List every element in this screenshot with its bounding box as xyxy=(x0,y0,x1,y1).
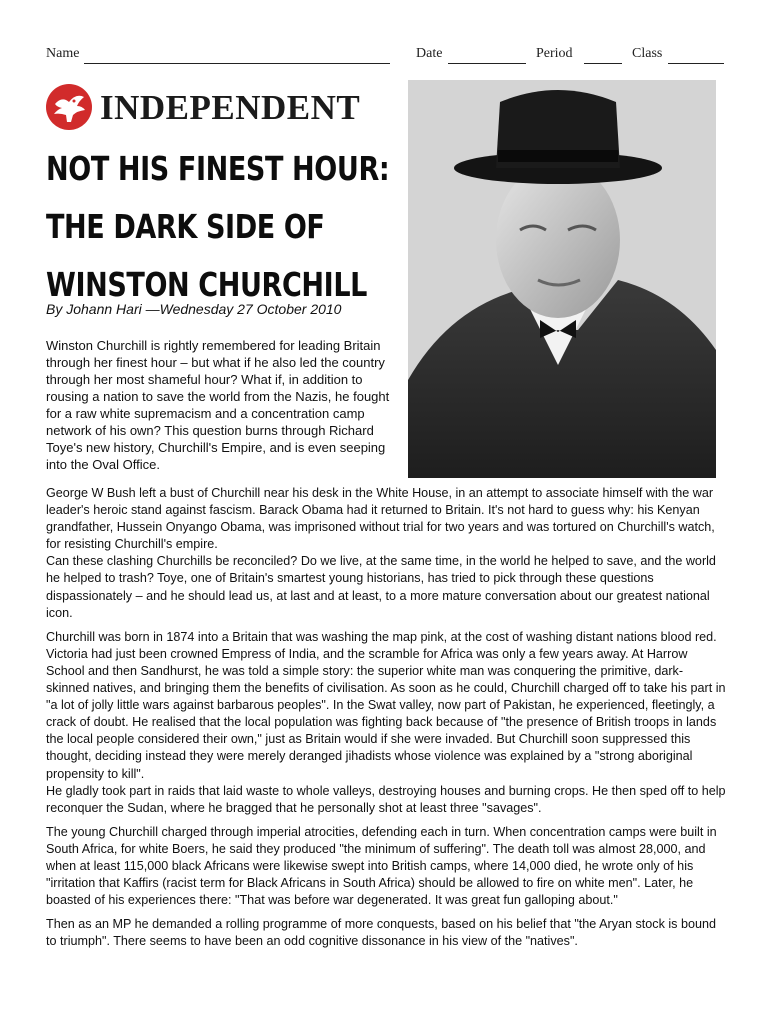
byline: By Johann Hari —Wednesday 27 October 2010 xyxy=(46,301,342,317)
body-paragraph: He gladly took part in raids that laid waste to whole valleys, destroying houses and burning crops. He then sped off to help reconquer the Sudan, where he bragged that he personally shot at least three "savages". xyxy=(46,783,726,815)
date-label: Date xyxy=(416,46,443,61)
headline-line-2: THE DARK SIDE OF xyxy=(46,207,325,246)
date-field[interactable] xyxy=(448,63,526,64)
name-field[interactable] xyxy=(84,63,390,64)
logo-wordmark: INDEPENDENT xyxy=(100,88,361,127)
newspaper-logo xyxy=(46,84,376,130)
name-label: Name xyxy=(46,46,80,61)
class-label: Class xyxy=(632,46,663,61)
eagle-icon xyxy=(46,84,92,130)
headline-line-3: WINSTON CHURCHILL xyxy=(46,265,367,304)
class-field[interactable] xyxy=(668,63,724,64)
article-headline xyxy=(46,140,406,314)
body-paragraph: The young Churchill charged through imperial atrocities, defending each in turn. When concentration camps were built in South Africa, for white Boers, he said they produced "the minimum of suffering". The death toll was almost 28,000, and when at least 115,000 black Africans were likewise swept into British camps, where 14,000 died, he wrote only of his "irritation that Kaffirs (racist term for Black Africans in South Africa) should be allowed to fire on white men". Later, he boasted of his experiences there: "That was before war degenerated. It was great fun galloping about." xyxy=(46,824,717,908)
body-paragraph: Can these clashing Churchills be reconciled? Do we live, at the same time, in the world he helped to save, and the world he helped to trash? Toye, one of Britain's smartest young historians, has tried to pick through these questions dispassionately – and he should lead us, at last and at least, to a more mature conversation about our greatest national icon. xyxy=(46,554,716,620)
body-paragraph: Churchill was born in 1874 into a Britain that was washing the map pink, at the cost of washing distant nations blood red. Victoria had just been crowned Empress of India, and the scramble for Africa was only a few years away. At Harrow School and then Sandhurst, he was told a simple story: the superior white man was conquering the primitive, dark-skinned natives, and bringing them the benefits of civilisation. As soon as he could, Churchill charged off to take his part in "a lot of jolly little wars against barbarous peoples". In the Swat valley, now part of Pakistan, he experienced, fleetingly, a crack of doubt. He realised that the local population was fighting back because of "the presence of British troops in lands the local people considered their own," just as Britain would if she were invaded. But Churchill soon suppressed this thought, deciding instead they were merely deranged jihadists whose violence was explained by a "strong aboriginal propensity to kill". xyxy=(46,629,726,781)
headline-line-1: NOT HIS FINEST HOUR: xyxy=(46,149,390,188)
body-paragraph: George W Bush left a bust of Churchill near his desk in the White House, in an attempt to associate himself with the war leader's heroic stand against fascism. Barack Obama had it returned to Britain. It's not hard to guess why: his Kenyan grandfather, Hussein Onyango Obama, was imprisoned without trial for two years and was tortured on Churchill's watch, for resisting Churchill's empire. xyxy=(46,486,715,552)
article-body xyxy=(46,485,726,957)
churchill-portrait xyxy=(408,80,716,478)
period-field[interactable] xyxy=(584,63,622,64)
worksheet-header xyxy=(46,46,724,66)
intro-paragraph: Winston Churchill is rightly remembered for leading Britain through her finest hour – but what if he also led the country through her most shameful hour? What if, in addition to rousing a nation to save the world from the Nazis, he fought for a raw white supremacism and a concentration camp network of his own? This question burns through Richard Toye's new history, Churchill's Empire, and is even seeping into the Oval Office. xyxy=(46,338,390,472)
period-label: Period xyxy=(536,46,573,61)
body-paragraph: Then as an MP he demanded a rolling programme of more conquests, based on his belief that "the Aryan stock is bound to triumph". There seems to have been an odd cognitive dissonance in his view of the "natives". xyxy=(46,917,717,949)
